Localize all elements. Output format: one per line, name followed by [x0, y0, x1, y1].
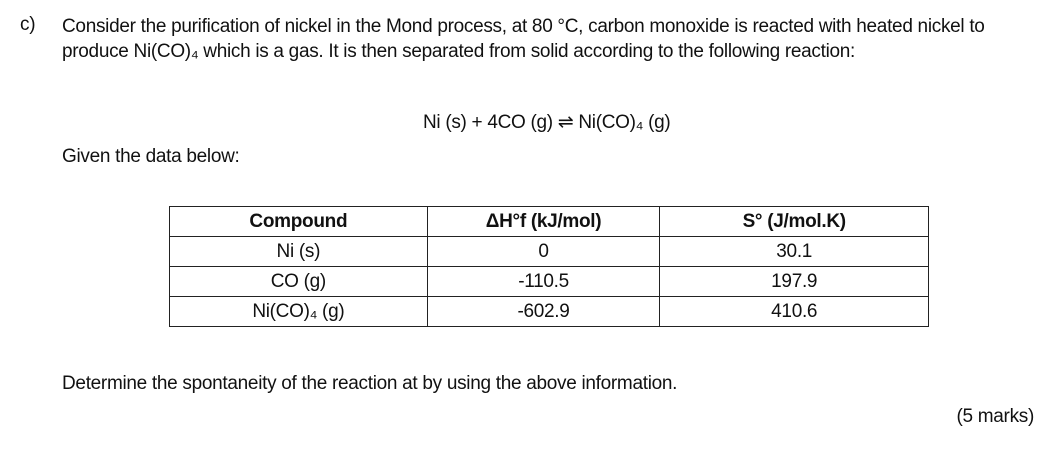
header-enthalpy: ΔH°f (kJ/mol)	[427, 207, 660, 237]
marks-label: (5 marks)	[956, 406, 1034, 427]
table-row	[170, 297, 929, 327]
cell-enthalpy: -110.5	[427, 267, 660, 297]
cell-enthalpy: -602.9	[427, 297, 660, 327]
table-header-row	[170, 207, 929, 237]
cell-enthalpy: 0	[427, 237, 660, 267]
cell-compound: Ni(CO)₄ (g)	[170, 297, 428, 327]
table-row	[170, 267, 929, 297]
question-paragraph: Consider the purification of nickel in the Mond process, at 80 °C, carbon monoxide is reacted with heated nickel to produce Ni(CO)₄ which is a gas. It is then separated from solid according to the following reaction:	[62, 16, 985, 62]
given-text: Given the data below:	[62, 146, 240, 167]
header-compound: Compound	[170, 207, 428, 237]
cell-entropy: 30.1	[660, 237, 929, 267]
cell-entropy: 197.9	[660, 267, 929, 297]
reaction-equation: Ni (s) + 4CO (g) ⇌ Ni(CO)₄ (g)	[423, 112, 671, 133]
cell-entropy: 410.6	[660, 297, 929, 327]
thermo-data-table	[169, 206, 929, 327]
header-entropy: S° (J/mol.K)	[660, 207, 929, 237]
table-row	[170, 237, 929, 267]
cell-compound: Ni (s)	[170, 237, 428, 267]
question-label: c)	[20, 14, 36, 35]
cell-compound: CO (g)	[170, 267, 428, 297]
question-prompt: Determine the spontaneity of the reaction at by using the above information.	[62, 373, 678, 394]
